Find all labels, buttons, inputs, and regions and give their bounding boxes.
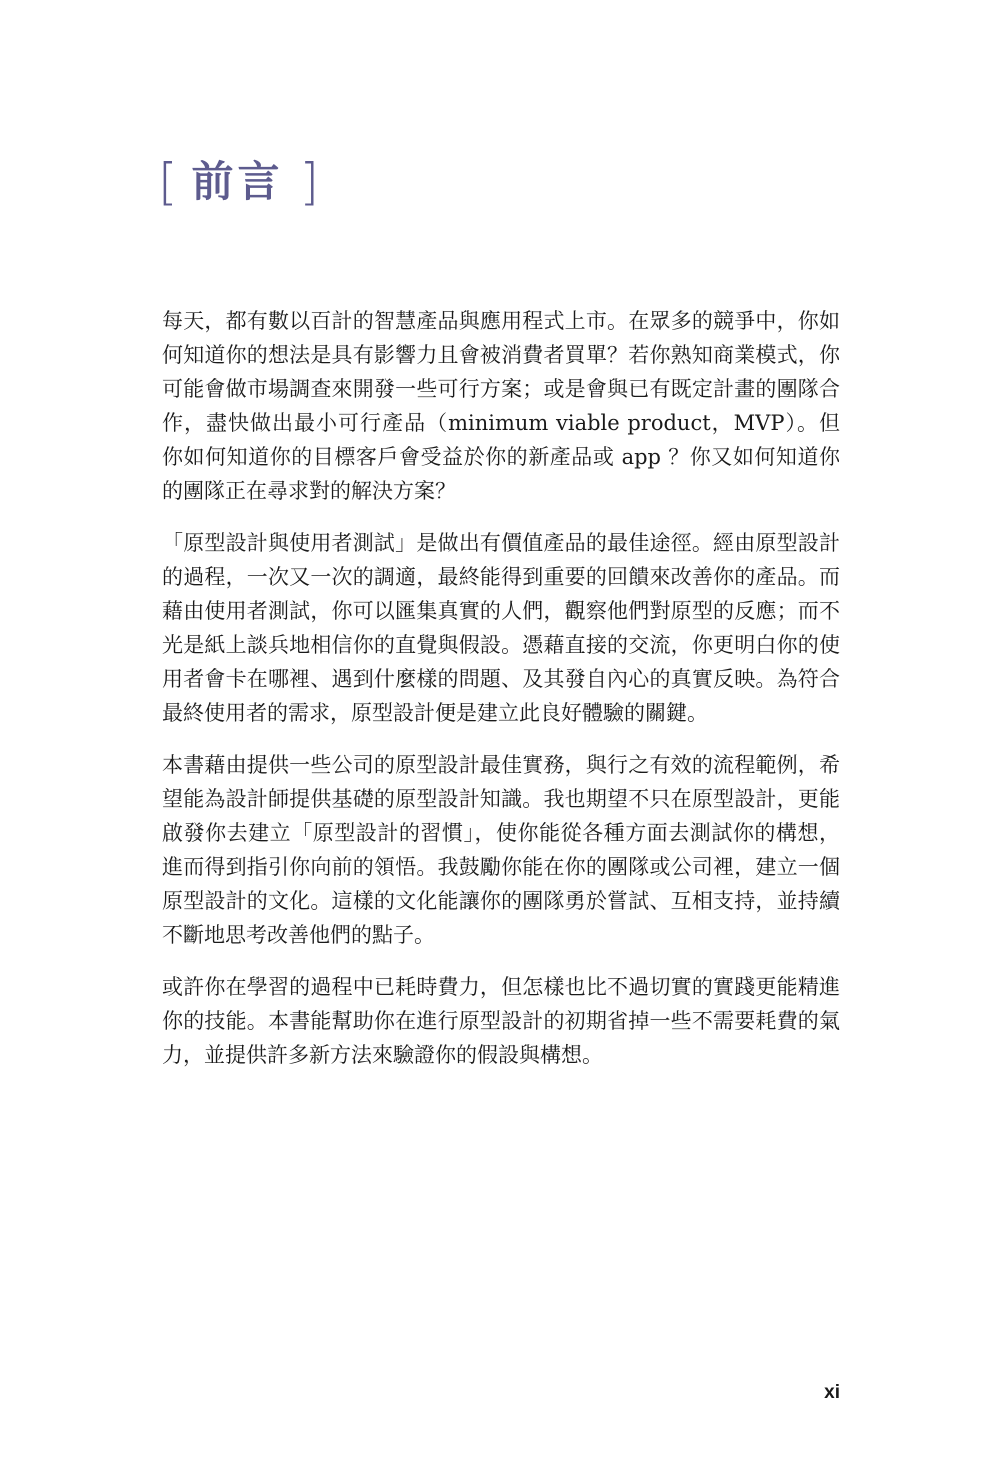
heading-close-bracket: ] (299, 153, 320, 211)
paragraph-4: 或許你在學習的過程中已耗時費力，但怎樣也比不過切實的實踐更能精進你的技能。本書能幫助你在進行原型設計的初期省掉一些不需要耗費的氣力，並提供許多新方法來驗證你的假設與構想。 (162, 975, 840, 1067)
paragraph-1: 每天，都有數以百計的智慧產品與應用程式上市。在眾多的競爭中，你如何知道你的想法是具有影響力且會被消費者買單？若你熟知商業模式，你可能會做市場調查來開發一些可行方案；或是會與已有既定計畫的團隊合作，盡快做出最小可行產品（minimum viable product，MVP）。但你如何知道你的目標客戶會受益於你的新產品或 app ？你又如何知道你的團隊正在尋求對的解決方案？ (162, 309, 840, 503)
page-number: xi (824, 1382, 840, 1403)
chapter-title: 前言 (191, 157, 284, 206)
chapter-heading (158, 152, 319, 212)
heading-open-bracket: [ (158, 153, 178, 211)
paragraph-3: 本書藉由提供一些公司的原型設計最佳實務，與行之有效的流程範例，希望能為設計師提供基礎的原型設計知識。我也期望不只在原型設計，更能啟發你去建立「原型設計的習慣」，使你能從各種方面去測試你的構想，進而得到指引你向前的領悟。我鼓勵你能在你的團隊或公司裡，建立一個原型設計的文化。這樣的文化能讓你的團隊勇於嘗試、互相支持，並持續不斷地思考改善他們的點子。 (162, 753, 840, 947)
body-text (162, 304, 840, 1090)
paragraph-2: 「原型設計與使用者測試」是做出有價值產品的最佳途徑。經由原型設計的過程，一次又一次的調適，最終能得到重要的回饋來改善你的產品。而藉由使用者測試，你可以匯集真實的人們，觀察他們對原型的反應；而不光是紙上談兵地相信你的直覺與假設。憑藉直接的交流，你更明白你的使用者會卡在哪裡、遇到什麼樣的問題、及其發自內心的真實反映。為符合最終使用者的需求，原型設計便是建立此良好體驗的關鍵。 (162, 531, 840, 725)
